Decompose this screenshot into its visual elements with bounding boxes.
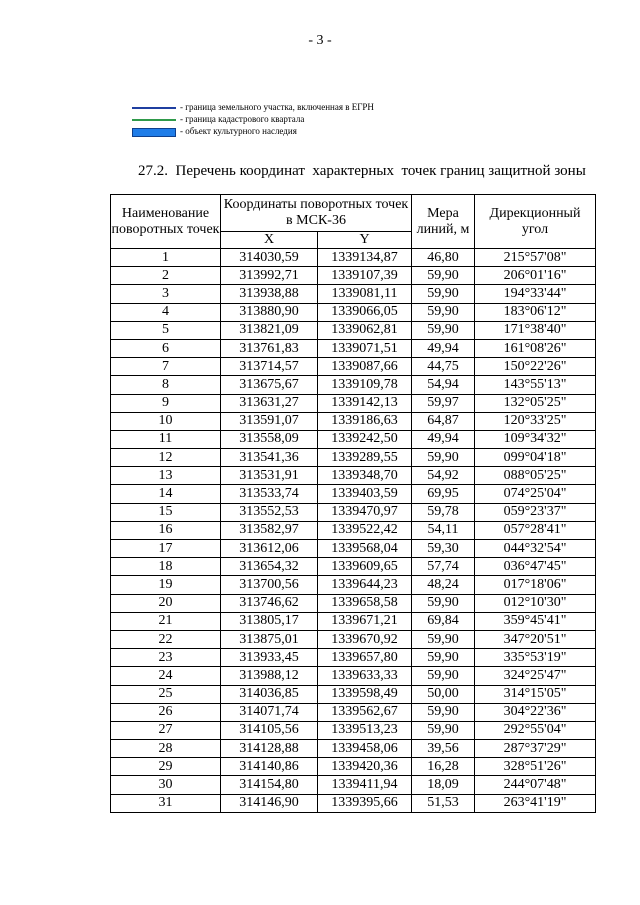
table-row <box>111 794 596 812</box>
cell-x: 313761,83 <box>221 339 318 357</box>
table-row <box>111 721 596 739</box>
cell-x: 313746,62 <box>221 594 318 612</box>
cell-direction-angle: 314°15'05" <box>475 685 596 703</box>
cell-x: 314036,85 <box>221 685 318 703</box>
cell-x: 314030,59 <box>221 249 318 267</box>
cell-line-measure: 59,90 <box>412 667 475 685</box>
table-row <box>111 703 596 721</box>
table-row <box>111 358 596 376</box>
cell-line-measure: 59,90 <box>412 285 475 303</box>
cell-point-number: 17 <box>111 540 221 558</box>
green-line-swatch-icon <box>132 119 176 121</box>
cell-line-measure: 59,90 <box>412 321 475 339</box>
cell-x: 313988,12 <box>221 667 318 685</box>
legend-item-heritage-object <box>132 126 374 138</box>
cell-point-number: 18 <box>111 558 221 576</box>
cell-point-number: 30 <box>111 776 221 794</box>
cell-x: 313880,90 <box>221 303 318 321</box>
table-row <box>111 412 596 430</box>
cell-line-measure: 59,90 <box>412 267 475 285</box>
table-row <box>111 394 596 412</box>
table-row <box>111 740 596 758</box>
cell-point-number: 14 <box>111 485 221 503</box>
legend-label: - граница кадастрового квартала <box>180 114 305 125</box>
cell-line-measure: 59,78 <box>412 503 475 521</box>
cell-line-measure: 54,94 <box>412 376 475 394</box>
cell-point-number: 24 <box>111 667 221 685</box>
cell-direction-angle: 161°08'26" <box>475 339 596 357</box>
cell-y: 1339289,55 <box>318 449 412 467</box>
cell-point-number: 11 <box>111 430 221 448</box>
blue-line-swatch-icon <box>132 107 176 109</box>
legend-label: - граница земельного участка, включенная в ЕГРН <box>180 102 374 113</box>
cell-x: 313714,57 <box>221 358 318 376</box>
cell-line-measure: 46,80 <box>412 249 475 267</box>
cell-line-measure: 48,24 <box>412 576 475 594</box>
cell-direction-angle: 347°20'51" <box>475 630 596 648</box>
table-row <box>111 521 596 539</box>
cell-direction-angle: 359°45'41" <box>475 612 596 630</box>
table-row <box>111 630 596 648</box>
cell-y: 1339470,97 <box>318 503 412 521</box>
table-row <box>111 321 596 339</box>
legend-item-cadastral-quarter <box>132 114 374 126</box>
cell-direction-angle: 263°41'19" <box>475 794 596 812</box>
cell-y: 1339644,23 <box>318 576 412 594</box>
cell-point-number: 6 <box>111 339 221 357</box>
legend-label: - объект культурного наследия <box>180 126 297 137</box>
cell-y: 1339395,66 <box>318 794 412 812</box>
cell-point-number: 5 <box>111 321 221 339</box>
cell-x: 313654,32 <box>221 558 318 576</box>
cell-line-measure: 49,94 <box>412 430 475 448</box>
header-line-measure: Мера линий, м <box>412 195 475 249</box>
cell-x: 313933,45 <box>221 649 318 667</box>
cell-point-number: 1 <box>111 249 221 267</box>
cell-x: 313938,88 <box>221 285 318 303</box>
cell-y: 1339242,50 <box>318 430 412 448</box>
table-row <box>111 576 596 594</box>
cell-line-measure: 49,94 <box>412 339 475 357</box>
cell-direction-angle: 206°01'16" <box>475 267 596 285</box>
map-legend <box>132 102 374 138</box>
cell-line-measure: 69,84 <box>412 612 475 630</box>
cell-line-measure: 54,11 <box>412 521 475 539</box>
legend-item-parcel-boundary <box>132 102 374 114</box>
cell-x: 313533,74 <box>221 485 318 503</box>
cell-point-number: 22 <box>111 630 221 648</box>
table-row <box>111 649 596 667</box>
cell-y: 1339403,59 <box>318 485 412 503</box>
cell-x: 314140,86 <box>221 758 318 776</box>
cell-direction-angle: 057°28'41" <box>475 521 596 539</box>
cell-y: 1339598,49 <box>318 685 412 703</box>
cell-x: 313591,07 <box>221 412 318 430</box>
cell-point-number: 9 <box>111 394 221 412</box>
table-row <box>111 249 596 267</box>
cell-direction-angle: 012°10'30" <box>475 594 596 612</box>
cell-direction-angle: 074°25'04" <box>475 485 596 503</box>
cell-x: 314146,90 <box>221 794 318 812</box>
table-row <box>111 339 596 357</box>
cell-line-measure: 18,09 <box>412 776 475 794</box>
cell-direction-angle: 324°25'47" <box>475 667 596 685</box>
cell-direction-angle: 143°55'13" <box>475 376 596 394</box>
cell-point-number: 8 <box>111 376 221 394</box>
cell-point-number: 4 <box>111 303 221 321</box>
cell-point-number: 26 <box>111 703 221 721</box>
cell-y: 1339657,80 <box>318 649 412 667</box>
table-row <box>111 485 596 503</box>
table-row <box>111 285 596 303</box>
table-row <box>111 467 596 485</box>
section-heading: 27.2. Перечень координат характерных точек границ защитной зоны <box>138 163 586 179</box>
cell-y: 1339420,36 <box>318 758 412 776</box>
cell-line-measure: 59,30 <box>412 540 475 558</box>
table-row <box>111 558 596 576</box>
table-row <box>111 667 596 685</box>
cell-direction-angle: 171°38'40" <box>475 321 596 339</box>
cell-x: 313531,91 <box>221 467 318 485</box>
cell-point-number: 31 <box>111 794 221 812</box>
cell-line-measure: 54,92 <box>412 467 475 485</box>
cell-x: 314071,74 <box>221 703 318 721</box>
cell-y: 1339411,94 <box>318 776 412 794</box>
cell-point-number: 27 <box>111 721 221 739</box>
cell-x: 313552,53 <box>221 503 318 521</box>
cell-point-number: 15 <box>111 503 221 521</box>
table-row <box>111 594 596 612</box>
cell-direction-angle: 304°22'36" <box>475 703 596 721</box>
table-row <box>111 430 596 448</box>
header-point-name: Наименование поворотных точек <box>111 195 221 249</box>
cell-direction-angle: 183°06'12" <box>475 303 596 321</box>
table-row <box>111 503 596 521</box>
cell-direction-angle: 194°33'44" <box>475 285 596 303</box>
cell-point-number: 13 <box>111 467 221 485</box>
cell-line-measure: 59,90 <box>412 594 475 612</box>
cell-y: 1339658,58 <box>318 594 412 612</box>
cell-y: 1339087,66 <box>318 358 412 376</box>
cell-direction-angle: 109°34'32" <box>475 430 596 448</box>
cell-direction-angle: 335°53'19" <box>475 649 596 667</box>
table-row <box>111 758 596 776</box>
cell-y: 1339562,67 <box>318 703 412 721</box>
cell-y: 1339142,13 <box>318 394 412 412</box>
cell-x: 314105,56 <box>221 721 318 739</box>
page-number: - 3 - <box>308 33 332 48</box>
cell-x: 313541,36 <box>221 449 318 467</box>
cell-direction-angle: 059°23'37" <box>475 503 596 521</box>
cell-y: 1339107,39 <box>318 267 412 285</box>
header-y: Y <box>318 232 412 249</box>
cell-direction-angle: 120°33'25" <box>475 412 596 430</box>
cell-y: 1339458,06 <box>318 740 412 758</box>
cell-line-measure: 44,75 <box>412 358 475 376</box>
cell-x: 313805,17 <box>221 612 318 630</box>
cell-direction-angle: 287°37'29" <box>475 740 596 758</box>
cell-line-measure: 59,90 <box>412 649 475 667</box>
cell-point-number: 2 <box>111 267 221 285</box>
table-row <box>111 685 596 703</box>
cell-x: 313582,97 <box>221 521 318 539</box>
cell-direction-angle: 088°05'25" <box>475 467 596 485</box>
cell-x: 313875,01 <box>221 630 318 648</box>
table-row <box>111 776 596 794</box>
cell-point-number: 7 <box>111 358 221 376</box>
cell-point-number: 25 <box>111 685 221 703</box>
table-row <box>111 612 596 630</box>
cell-line-measure: 59,90 <box>412 721 475 739</box>
header-coordinates: Координаты поворотных точек в МСК-36 <box>221 195 412 232</box>
header-direction-angle: Дирекционный угол <box>475 195 596 249</box>
cell-line-measure: 59,90 <box>412 703 475 721</box>
cell-line-measure: 39,56 <box>412 740 475 758</box>
cell-x: 314128,88 <box>221 740 318 758</box>
cell-y: 1339348,70 <box>318 467 412 485</box>
cell-line-measure: 50,00 <box>412 685 475 703</box>
cell-line-measure: 59,90 <box>412 449 475 467</box>
cell-line-measure: 64,87 <box>412 412 475 430</box>
cell-point-number: 12 <box>111 449 221 467</box>
cell-point-number: 28 <box>111 740 221 758</box>
cell-line-measure: 57,74 <box>412 558 475 576</box>
cell-y: 1339671,21 <box>318 612 412 630</box>
cell-line-measure: 59,90 <box>412 303 475 321</box>
cell-x: 313612,06 <box>221 540 318 558</box>
cell-y: 1339081,11 <box>318 285 412 303</box>
cell-direction-angle: 292°55'04" <box>475 721 596 739</box>
cell-point-number: 29 <box>111 758 221 776</box>
cell-direction-angle: 017°18'06" <box>475 576 596 594</box>
cell-point-number: 16 <box>111 521 221 539</box>
cell-x: 313992,71 <box>221 267 318 285</box>
cell-line-measure: 16,28 <box>412 758 475 776</box>
table-row <box>111 303 596 321</box>
cell-line-measure: 59,90 <box>412 630 475 648</box>
cell-point-number: 3 <box>111 285 221 303</box>
cell-y: 1339062,81 <box>318 321 412 339</box>
cell-y: 1339134,87 <box>318 249 412 267</box>
cell-line-measure: 69,95 <box>412 485 475 503</box>
cell-line-measure: 51,53 <box>412 794 475 812</box>
cell-y: 1339568,04 <box>318 540 412 558</box>
header-x: X <box>221 232 318 249</box>
table-row <box>111 376 596 394</box>
cell-x: 313821,09 <box>221 321 318 339</box>
cell-x: 313675,67 <box>221 376 318 394</box>
cell-point-number: 10 <box>111 412 221 430</box>
cell-y: 1339522,42 <box>318 521 412 539</box>
cell-x: 313631,27 <box>221 394 318 412</box>
table-row <box>111 267 596 285</box>
cell-direction-angle: 215°57'08" <box>475 249 596 267</box>
cell-x: 313700,56 <box>221 576 318 594</box>
coordinates-table <box>110 194 596 813</box>
cell-direction-angle: 150°22'26" <box>475 358 596 376</box>
cell-direction-angle: 132°05'25" <box>475 394 596 412</box>
cell-y: 1339066,05 <box>318 303 412 321</box>
cell-x: 313558,09 <box>221 430 318 448</box>
cell-point-number: 19 <box>111 576 221 594</box>
blue-fill-swatch-icon <box>132 128 176 137</box>
cell-y: 1339513,23 <box>318 721 412 739</box>
cell-direction-angle: 036°47'45" <box>475 558 596 576</box>
table-row <box>111 449 596 467</box>
cell-y: 1339186,63 <box>318 412 412 430</box>
cell-line-measure: 59,97 <box>412 394 475 412</box>
cell-direction-angle: 044°32'54" <box>475 540 596 558</box>
cell-point-number: 21 <box>111 612 221 630</box>
cell-x: 314154,80 <box>221 776 318 794</box>
cell-y: 1339633,33 <box>318 667 412 685</box>
cell-y: 1339109,78 <box>318 376 412 394</box>
cell-y: 1339609,65 <box>318 558 412 576</box>
cell-direction-angle: 244°07'48" <box>475 776 596 794</box>
cell-point-number: 23 <box>111 649 221 667</box>
cell-y: 1339071,51 <box>318 339 412 357</box>
cell-direction-angle: 099°04'18" <box>475 449 596 467</box>
cell-direction-angle: 328°51'26" <box>475 758 596 776</box>
cell-point-number: 20 <box>111 594 221 612</box>
cell-y: 1339670,92 <box>318 630 412 648</box>
table-row <box>111 540 596 558</box>
